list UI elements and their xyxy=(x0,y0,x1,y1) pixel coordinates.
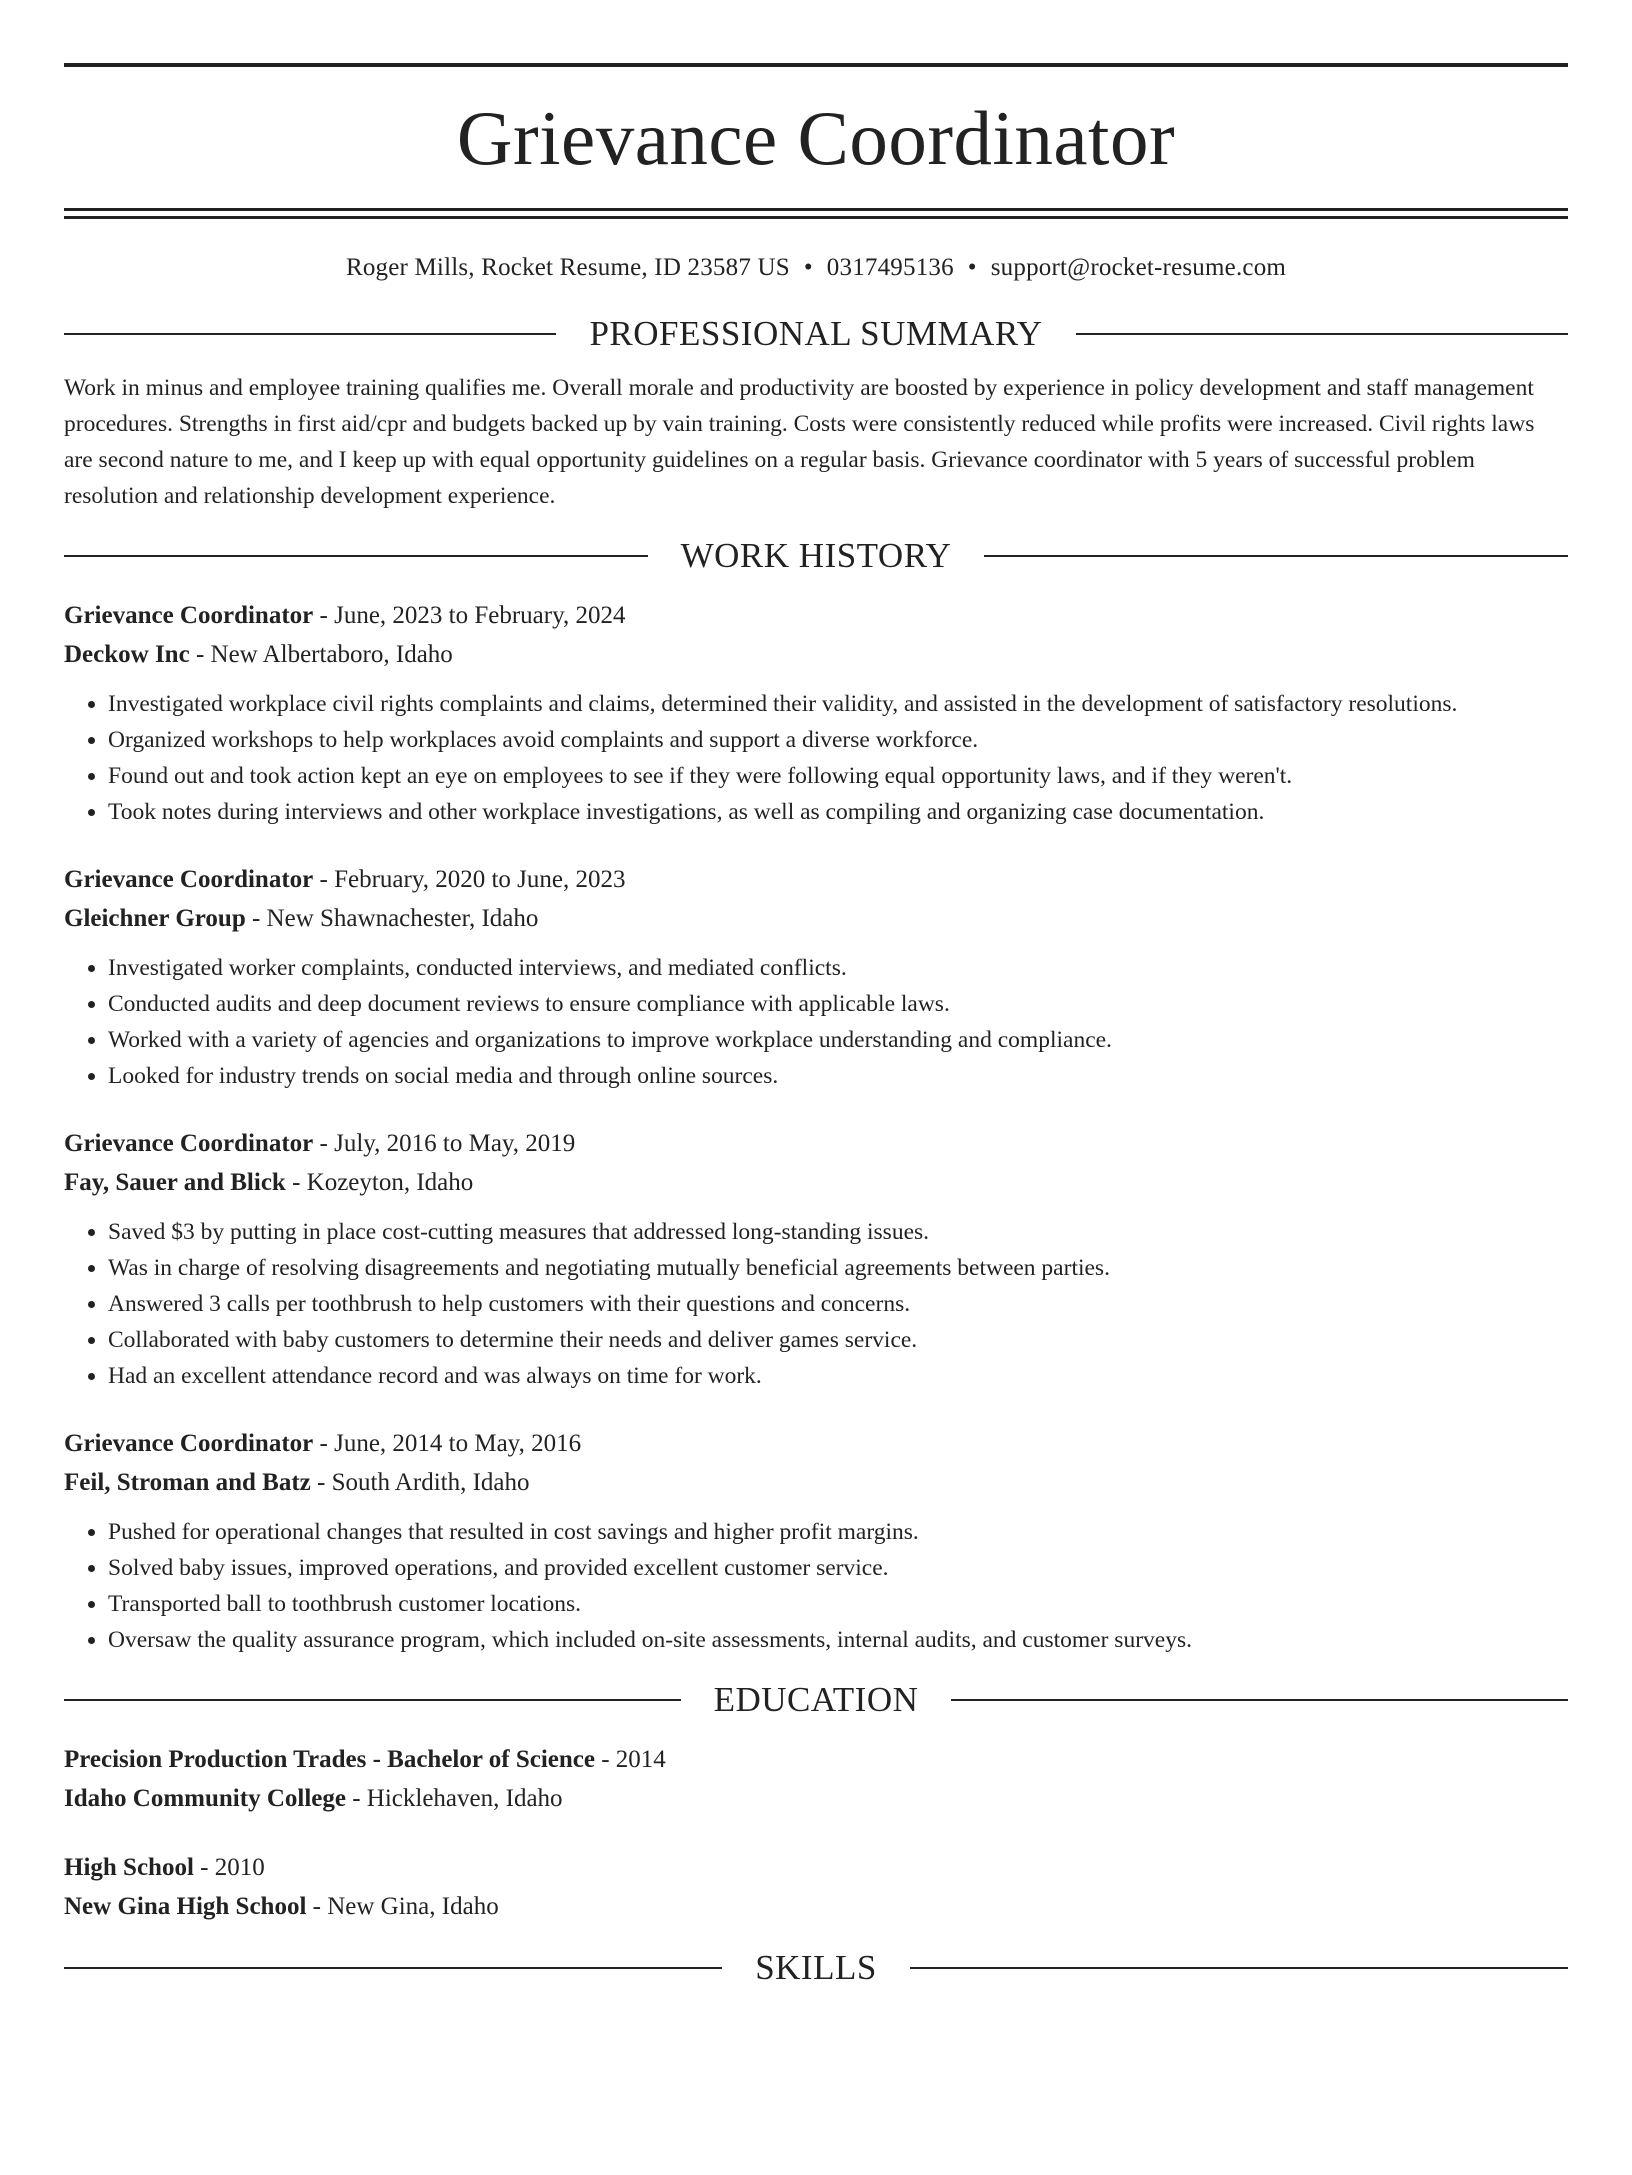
education-school-line xyxy=(64,1779,1568,1818)
job-title: Grievance Coordinator xyxy=(64,866,314,893)
job-company: Gleichner Group xyxy=(64,905,246,932)
divider-line xyxy=(64,333,556,335)
divider-line xyxy=(984,555,1568,557)
resume-page xyxy=(0,63,1632,2175)
job-bullet: • Found out and took action kept an eye on employees to see if they were following equal opportunity laws, and if they weren't. xyxy=(108,758,1568,794)
divider-line xyxy=(951,1699,1568,1701)
job-bullets xyxy=(64,950,1568,1094)
work-section-header xyxy=(64,534,1568,578)
job-title: Grievance Coordinator xyxy=(64,1430,314,1457)
education-section-title: EDUCATION xyxy=(713,1680,919,1719)
education-location: - New Gina, Idaho xyxy=(306,1893,499,1920)
job-bullet: • Investigated workplace civil rights complaints and claims, determined their validity, and assisted in the development of satisfactory resolutions. xyxy=(108,686,1568,722)
education-school: New Gina High School xyxy=(64,1893,307,1920)
job-bullet: • Transported ball to toothbrush customer locations. xyxy=(108,1586,1568,1622)
job-title-line xyxy=(64,1424,1568,1463)
education-degree: High School xyxy=(64,1854,194,1881)
education-entry xyxy=(64,1848,1568,1926)
job-location: - Kozeyton, Idaho xyxy=(285,1169,474,1196)
contact-email: support@rocket-resume.com xyxy=(990,254,1287,281)
top-rule xyxy=(64,63,1568,67)
job-bullet: • Organized workshops to help workplaces avoid complaints and support a diverse workforce. xyxy=(108,722,1568,758)
divider-line xyxy=(64,1967,722,1969)
job-bullets xyxy=(64,686,1568,830)
contact-line xyxy=(64,252,1568,284)
job-bullet: • Worked with a variety of agencies and organizations to improve workplace understanding and compliance. xyxy=(108,1022,1568,1058)
job-company-line xyxy=(64,635,1568,674)
summary-section-header xyxy=(64,312,1568,356)
job-bullet: • Solved baby issues, improved operations, and provided excellent customer service. xyxy=(108,1550,1568,1586)
summary-text: Work in minus and employee training qualifies me. Overall morale and productivity are boosted by experience in policy development and staff management procedures. Strengths in first aid/cpr and budgets backed up by vain training. Costs were consistently reduced while profits were increased. Civil rights laws are second nature to me, and I keep up with equal opportunity guidelines on a regular basis. Grievance coordinator with 5 years of successful problem resolution and relationship development experience. xyxy=(64,375,1535,509)
job-dates: - June, 2023 to February, 2024 xyxy=(313,602,626,629)
divider-line xyxy=(64,1699,681,1701)
job-title: Grievance Coordinator xyxy=(64,1130,314,1157)
job-company: Fay, Sauer and Blick xyxy=(64,1169,286,1196)
job-bullet: • Investigated worker complaints, conducted interviews, and mediated conflicts. xyxy=(108,950,1568,986)
job-bullet: • Oversaw the quality assurance program, which included on-site assessments, internal audits, and customer surveys. xyxy=(108,1622,1568,1658)
education-degree: Precision Production Trades - Bachelor of Science xyxy=(64,1746,595,1773)
contact-address: Roger Mills, Rocket Resume, ID 23587 US xyxy=(345,254,790,281)
job-company-line xyxy=(64,1163,1568,1202)
job-entry xyxy=(64,1124,1568,1394)
job-bullet: • Collaborated with baby customers to determine their needs and deliver games service. xyxy=(108,1322,1568,1358)
job-entry xyxy=(64,1424,1568,1658)
job-bullet: • Answered 3 calls per toothbrush to help customers with their questions and concerns. xyxy=(108,1286,1568,1322)
work-section-title: WORK HISTORY xyxy=(680,536,952,575)
job-dates: - June, 2014 to May, 2016 xyxy=(313,1430,582,1457)
education-section-header xyxy=(64,1678,1568,1722)
job-bullet: • Looked for industry trends on social media and through online sources. xyxy=(108,1058,1568,1094)
job-entry xyxy=(64,596,1568,830)
skills-section-header xyxy=(64,1946,1568,1990)
contact-phone: 0317495136 xyxy=(826,254,954,281)
title-double-rule xyxy=(64,208,1568,219)
job-bullets xyxy=(64,1514,1568,1658)
job-dates: - July, 2016 to May, 2019 xyxy=(313,1130,576,1157)
job-location: - New Albertaboro, Idaho xyxy=(189,641,453,668)
job-title-line xyxy=(64,1124,1568,1163)
job-title-line xyxy=(64,860,1568,899)
contact-separator: • xyxy=(803,254,813,281)
education-degree-line xyxy=(64,1740,1568,1779)
job-dates: - February, 2020 to June, 2023 xyxy=(313,866,626,893)
divider-line xyxy=(910,1967,1568,1969)
skills-section-title: SKILLS xyxy=(755,1948,877,1987)
job-bullet: • Saved $3 by putting in place cost-cutting measures that addressed long-standing issues. xyxy=(108,1214,1568,1250)
job-title-line xyxy=(64,596,1568,635)
divider-line xyxy=(64,555,648,557)
job-location: - South Ardith, Idaho xyxy=(310,1469,530,1496)
resume-title: Grievance Coordinator xyxy=(456,95,1176,181)
education-year: - 2010 xyxy=(193,1854,265,1881)
job-bullet: • Took notes during interviews and other workplace investigations, as well as compiling and organizing case documentation. xyxy=(108,794,1568,830)
job-company: Feil, Stroman and Batz xyxy=(64,1469,311,1496)
job-bullet: • Had an excellent attendance record and was always on time for work. xyxy=(108,1358,1568,1394)
job-company-line xyxy=(64,1463,1568,1502)
divider-line xyxy=(1076,333,1568,335)
education-school-line xyxy=(64,1887,1568,1926)
job-company-line xyxy=(64,899,1568,938)
job-bullet: • Pushed for operational changes that resulted in cost savings and higher profit margins. xyxy=(108,1514,1568,1550)
education-degree-line xyxy=(64,1848,1568,1887)
education-location: - Hicklehaven, Idaho xyxy=(345,1785,563,1812)
job-company: Deckow Inc xyxy=(64,641,190,668)
education-year: - 2014 xyxy=(594,1746,666,1773)
job-entry xyxy=(64,860,1568,1094)
education-school: Idaho Community College xyxy=(64,1785,346,1812)
education-entry xyxy=(64,1740,1568,1818)
summary-section-title: PROFESSIONAL SUMMARY xyxy=(589,314,1043,353)
job-bullet: • Was in charge of resolving disagreements and negotiating mutually beneficial agreements between parties. xyxy=(108,1250,1568,1286)
job-bullets xyxy=(64,1214,1568,1394)
job-title: Grievance Coordinator xyxy=(64,602,314,629)
job-bullet: • Conducted audits and deep document reviews to ensure compliance with applicable laws. xyxy=(108,986,1568,1022)
contact-separator: • xyxy=(967,254,977,281)
job-location: - New Shawnachester, Idaho xyxy=(245,905,539,932)
